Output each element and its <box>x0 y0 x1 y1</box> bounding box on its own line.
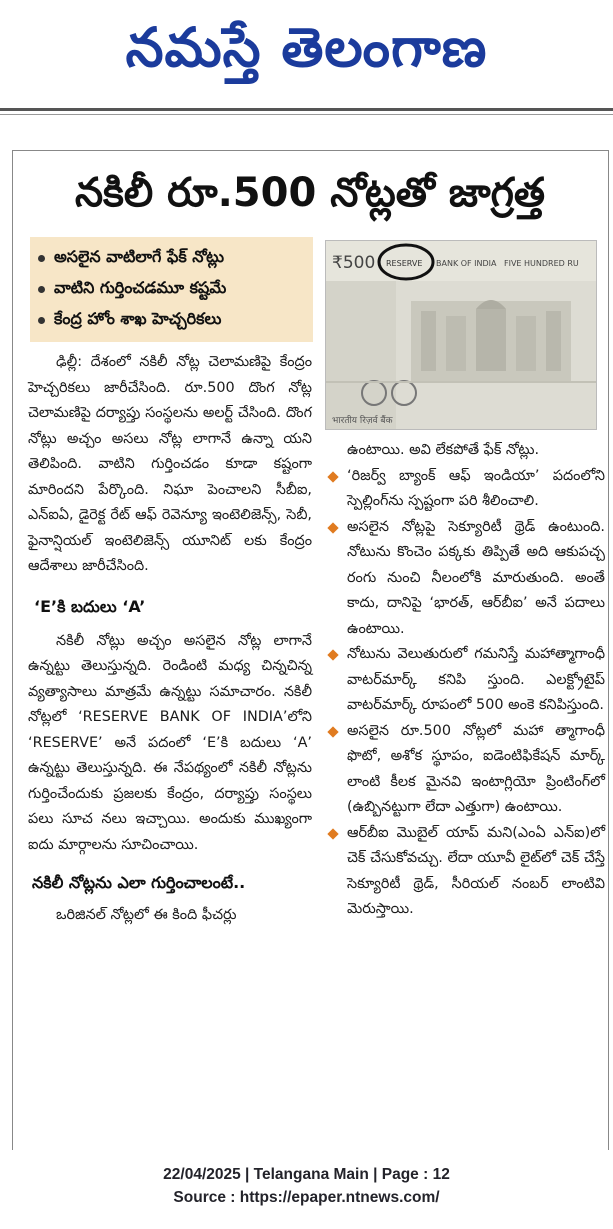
subheading-e-to-a: ‘E’కి బదులు ‘A’ <box>34 596 146 616</box>
feature-item <box>325 821 605 923</box>
feature-item <box>325 719 605 821</box>
paragraph-2: నకిలీ నోట్లు అచ్చం అసలైన నోట్ల లాగానే ఉన్నట్టు తెలుస్తున్నది. రెండింటి మధ్య చిన్నచిన్న వ్యత్యాసాలు మాత్రమే ఉన్నట్టు సమాచారం. నకిలీ నోట్లలో ‘RESERVE BANK OF INDIA’లోని ‘RESERVE’ అనే పదంలో ‘E’కి బదులు ‘A’ ఉన్నట్టు తెలుస్తున్నది. ఈ నేపథ్యంలో నకిలీ నోట్లను గుర్తించేందుకు ప్రజలకు కేంద్రం, దర్యాప్తు సంస్థలు పలు సూచ నలు ఇచ్చాయి. అందుకు ముఖ్యంగా ఐదు మార్గాలను సూచించాయి. <box>28 632 312 853</box>
continuation-text: ఉంటాయి. అవి లేకపోతే ఫేక్ నోట్లు. <box>347 442 540 458</box>
headline: నకిలీ రూ.500 నోట్లతో జాగ్రత్త <box>74 170 546 216</box>
reserve-word: RESERVE <box>386 259 423 268</box>
newspaper-logo: నమస్తే తెలంగాణ <box>125 16 488 79</box>
diamond-bullet-icon <box>327 649 338 660</box>
bank-words: BANK OF INDIA <box>436 259 497 268</box>
highlight-text: వాటిని గుర్తించడమూ కష్టమే <box>54 278 227 297</box>
subheading-how-to-identify: నకిలీ నోట్లను ఎలా గుర్తించాలంటే.. <box>32 873 246 892</box>
feature-text: ఆర్‌బీఐ మొబైల్ యాప్ మని(ఎంఏ ఎన్ఐ)లో చెక్ చేసుకోవచ్చు. లేదా యూవీ లైట్‌లో చెక్ చేస్తే సెక్యూరిటీ థ్రెడ్, సీరియల్ నంబర్ లాంటివి మెరుస్తాయి. <box>347 824 605 917</box>
intro-paragraph: ఢిల్లీ: దేశంలో నకిలీ నోట్ల చెలామణిపై కేంద్రం హెచ్చరికలు జారీచేసింది. రూ.500 దొంగ నోట్ల చెలామణిపై దర్యాప్తు సంస్థలను అలర్ట్ చేసింది. దొంగ నోట్లు అచ్చం అసలు నోట్ల లాగానే ఉన్నా యని తెలిపింది. వాటిని గుర్తించడం కూడా కష్టంగా మారిందని పేర్కొంది. నిఘా పెంచాలని సీబీఐ, ఎన్ఐఏ, డైరెక్ట రేట్ ఆఫ్ రెవెన్యూ ఇంటెలిజెన్స్, సెబీ, ఫైనాన్షియల్ ఇంటెలిజెన్స్ యూనిట్ లకు కేంద్రం ఆదేశాలు జారీచేసింది. <box>28 354 312 574</box>
diamond-bullet-icon <box>327 828 338 839</box>
masthead-rule-thin <box>0 114 613 115</box>
diamond-bullet-icon <box>327 726 338 737</box>
highlight-item <box>38 243 305 274</box>
diamond-bullet-icon <box>327 471 338 482</box>
footer-date-page: 22/04/2025 | Telangana Main | Page : 12 <box>163 1166 450 1183</box>
footer <box>0 1163 613 1209</box>
footer-source-link[interactable]: Source : https://epaper.ntnews.com/ <box>173 1189 440 1206</box>
bullet-icon <box>38 317 45 324</box>
masthead <box>0 0 613 110</box>
feature-item <box>325 642 605 719</box>
highlight-item <box>38 274 305 305</box>
masthead-rule <box>0 108 613 111</box>
feature-item <box>325 464 605 515</box>
paragraph-3: ఒరిజినల్ నోట్లలో ఈ కింది ఫీచర్లు <box>56 907 237 923</box>
hundred-words: FIVE HUNDRED RU <box>504 259 579 268</box>
feature-item <box>325 515 605 643</box>
bullet-icon <box>38 255 45 262</box>
left-column <box>28 350 312 929</box>
feature-text: ‘రిజర్వ్ బ్యాంక్ ఆఫ్ ఇండియా’ పదంలోని స్పెల్లింగ్‌ను స్పష్టంగా పరి శీలించాలి. <box>347 467 605 509</box>
diamond-bullet-icon <box>327 522 338 533</box>
highlights-box <box>30 237 313 342</box>
highlight-text: కేంద్ర హోం శాఖ హెచ్చరికలు <box>54 309 222 328</box>
denomination-label: ₹500 <box>332 253 376 273</box>
feature-text: అసలైన నోట్లపై సెక్యూరిటీ థ్రెడ్ ఉంటుంది. నోటును కొంచెం పక్కకు తిప్పితే అది ఆకుపచ్చ రంగు నుంచి నీలంలోకి మారుతుంది. అంతే కాదు, దానిపై ‘భారత్, ఆర్‌బీఐ’ అనే పదాలు ఉంటాయి. <box>347 518 605 637</box>
highlight-text: అసలైన వాటిలాగే ఫేక్ నోట్లు <box>54 247 225 266</box>
bullet-icon <box>38 286 45 293</box>
banknote-photo <box>325 240 597 430</box>
feature-text: నోటును వెలుతురులో గమనిస్తే మహాత్మాగాంధీ వాటర్‌మార్క్ కనిపి స్తుంది. ఎలక్ట్రోటైప్ వాటర్‌మార్క్ రూపంలో 500 అంకె కనిపిస్తుంది. <box>347 646 605 713</box>
hindi-bank-text: भारतीय रिज़र्व बैंक <box>332 416 393 426</box>
feature-text: అసలైన రూ.500 నోట్లలో మహా త్మాగాంధీ ఫొటో, అశోక స్థూపం, ఐడెంటిఫికేషన్ మార్క్ లాంటి కీలక మైనవి ఇంటాగ్లియో ప్రింటింగ్‌లో (ఉబ్బినట్టుగా లేదా ఎత్తుగా) ఉంటాయి. <box>347 722 605 815</box>
banknote-illustration <box>326 241 597 430</box>
highlight-item <box>38 305 305 336</box>
right-column <box>325 438 605 923</box>
